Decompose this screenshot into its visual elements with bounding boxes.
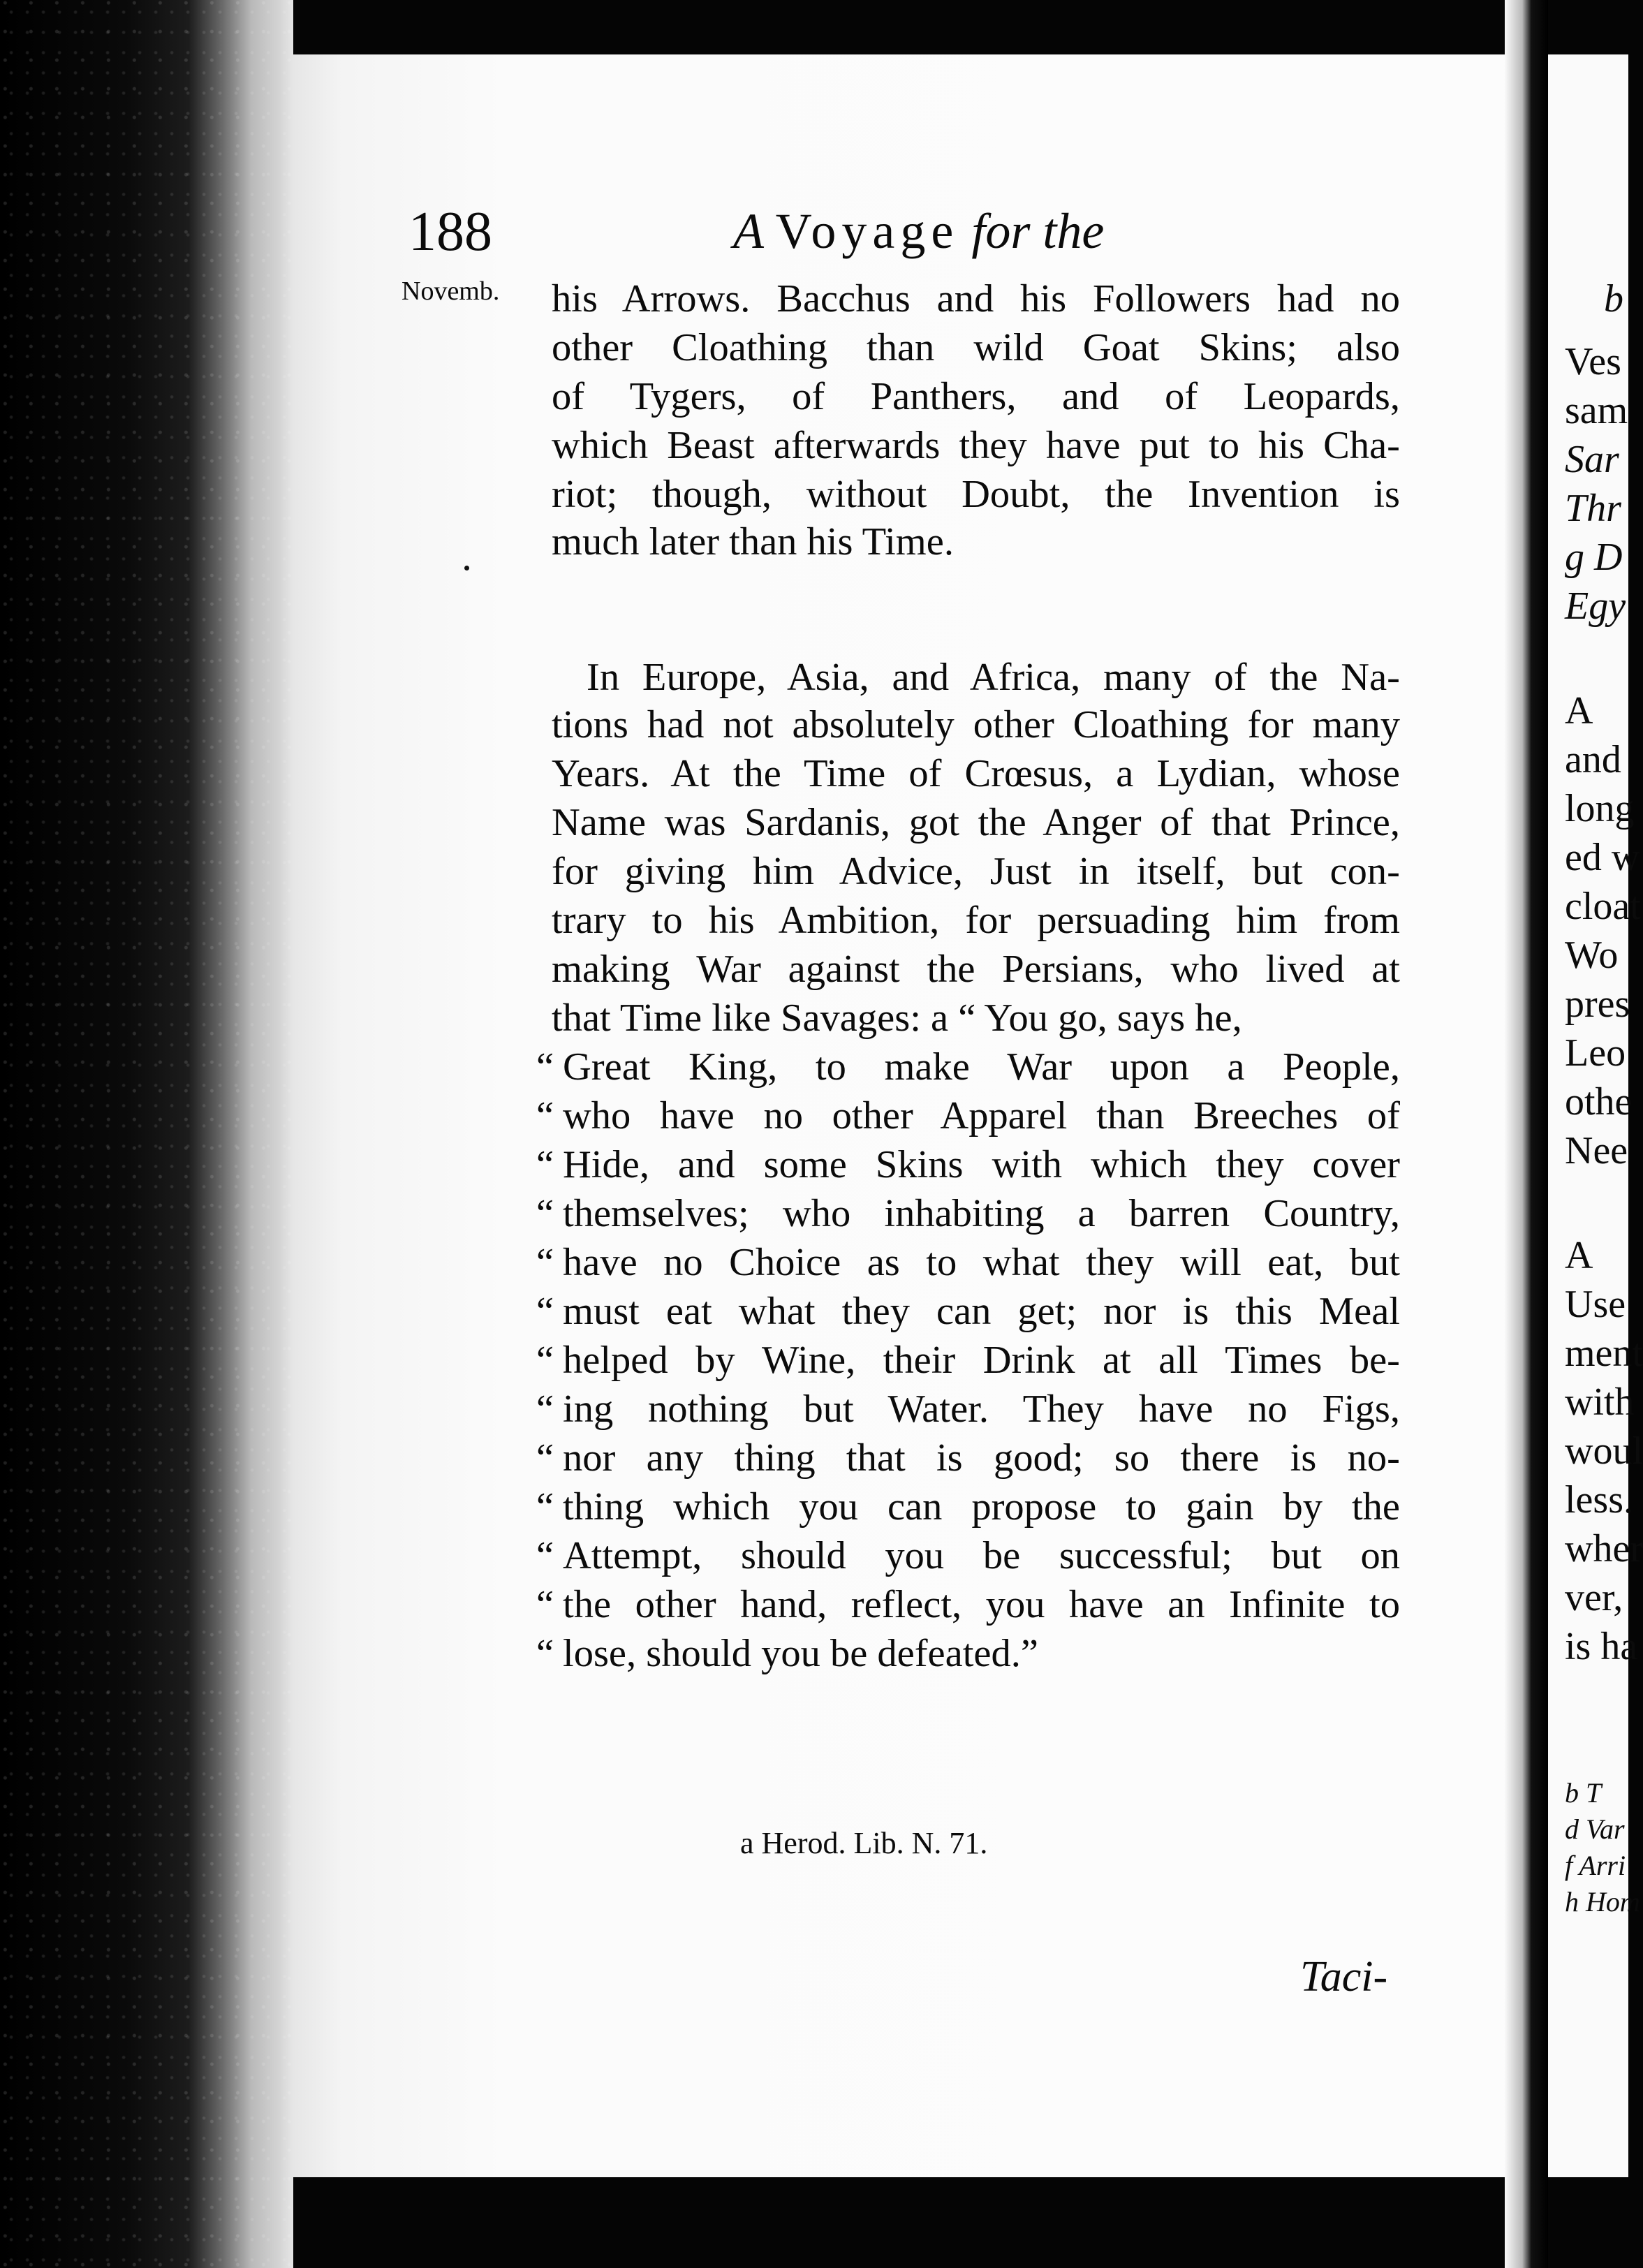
running-head-caps: Voyage xyxy=(775,203,959,259)
quoted-text: themselves; who inhabiting a barren Country, xyxy=(563,1192,1400,1235)
running-head-tail: for the xyxy=(971,203,1105,259)
quote-mark: “ xyxy=(536,1192,554,1235)
facing-page-text: with xyxy=(1565,1380,1635,1424)
facing-page-text: othe xyxy=(1565,1080,1633,1124)
footnote: a Herod. Lib. N. 71. xyxy=(740,1826,988,1860)
quoted-text: lose, should you be defeated.” xyxy=(563,1632,1038,1675)
facing-page-text: Egy xyxy=(1565,584,1626,628)
facing-page-fragment xyxy=(1548,54,1643,2177)
facing-page-text: Ves xyxy=(1565,340,1621,383)
quoted-text: Great King, to make War upon a People, xyxy=(563,1045,1400,1089)
quoted-text: who have no other Apparel than Breeches of xyxy=(563,1094,1400,1137)
text-line: riot; though, without Doubt, the Invention is xyxy=(552,473,1400,516)
facing-page-note: f Arri xyxy=(1565,1850,1626,1881)
quote-mark: “ xyxy=(536,1632,554,1675)
text-line xyxy=(536,1145,1400,1185)
page-gutter xyxy=(1505,0,1548,2268)
facing-page-text: woul xyxy=(1565,1429,1643,1473)
margin-note: Novemb. xyxy=(401,277,500,306)
facing-page-text: long xyxy=(1565,787,1635,830)
text-line xyxy=(536,1634,1400,1674)
text-line: other Cloathing than wild Goat Skins; also xyxy=(552,326,1400,369)
facing-page-text: A xyxy=(1565,1234,1593,1277)
facing-page-text: sam xyxy=(1565,389,1628,432)
quoted-text: must eat what they can get; nor is this Meal xyxy=(563,1290,1400,1333)
text-line xyxy=(536,1341,1400,1380)
text-line: In Europe, Asia, and Africa, many of the Na- xyxy=(587,656,1400,699)
text-line: his Arrows. Bacchus and his Followers had no xyxy=(552,277,1400,321)
quoted-text: the other hand, reflect, you have an Infinite to xyxy=(563,1583,1400,1626)
facing-page-text: Sar xyxy=(1565,438,1619,481)
facing-page-note: h Hom xyxy=(1565,1886,1640,1917)
facing-page-text: ed w xyxy=(1565,836,1640,879)
text-line: trary to his Ambition, for persuading him from xyxy=(552,899,1400,942)
quote-mark: “ xyxy=(536,1583,554,1626)
text-line xyxy=(536,1438,1400,1478)
facing-page-text: g D xyxy=(1565,536,1623,579)
facing-page-text: ver, xyxy=(1565,1576,1623,1619)
page-number: 188 xyxy=(408,201,492,263)
text-line xyxy=(536,1047,1400,1087)
facing-page-text: less. xyxy=(1565,1478,1633,1522)
text-line xyxy=(536,1536,1400,1576)
text-line xyxy=(536,1096,1400,1136)
quote-mark: “ xyxy=(536,1143,554,1186)
facing-page-text: b xyxy=(1604,277,1623,321)
quote-mark: “ xyxy=(536,1290,554,1333)
quote-mark: “ xyxy=(536,1387,554,1431)
text-line: Name was Sardanis, got the Anger of that Prince, xyxy=(552,801,1400,844)
text-line: of Tygers, of Panthers, and of Leopards, xyxy=(552,375,1400,418)
text-line: which Beast afterwards they have put to his Cha- xyxy=(552,424,1400,467)
quote-mark: “ xyxy=(536,1485,554,1529)
ink-speck xyxy=(464,566,469,570)
quoted-text: ing nothing but Water. They have no Figs, xyxy=(563,1387,1400,1431)
quoted-text: nor any thing that is good; so there is no- xyxy=(563,1436,1400,1480)
facing-page-text: wher xyxy=(1565,1527,1643,1570)
quoted-text: thing which you can propose to gain by the xyxy=(563,1485,1400,1529)
quoted-text: helped by Wine, their Drink at all Times be- xyxy=(563,1339,1400,1382)
facing-page-text: Use xyxy=(1565,1283,1626,1326)
quote-mark: “ xyxy=(536,1436,554,1480)
text-line xyxy=(536,1487,1400,1527)
facing-page-text: Wo xyxy=(1565,934,1619,977)
quote-mark: “ xyxy=(536,1045,554,1089)
facing-page-text: pres xyxy=(1565,982,1630,1026)
text-line: making War against the Persians, who lived at xyxy=(552,948,1400,991)
text-line: that Time like Savages: a “ You go, says he, xyxy=(552,996,1242,1040)
facing-page-text: ment xyxy=(1565,1332,1643,1375)
facing-page-text: cloat xyxy=(1565,885,1641,928)
quote-mark: “ xyxy=(536,1241,554,1284)
facing-page-text: Nee xyxy=(1565,1129,1628,1172)
quoted-text: Hide, and some Skins with which they cover xyxy=(563,1143,1400,1186)
quoted-text: Attempt, should you be successful; but on xyxy=(563,1534,1400,1577)
facing-page-text: Thr xyxy=(1565,487,1621,530)
facing-page-text: is ha xyxy=(1565,1625,1638,1668)
facing-page-note: d Var xyxy=(1565,1813,1625,1845)
quoted-text: have no Choice as to what they will eat, but xyxy=(563,1241,1400,1284)
running-head-article: A xyxy=(733,203,763,259)
text-line: for giving him Advice, Just in itself, but con- xyxy=(552,850,1400,893)
text-line xyxy=(536,1292,1400,1332)
facing-page-text: and xyxy=(1565,738,1621,781)
facing-page-note: b T xyxy=(1565,1777,1602,1809)
book-spine-shadow xyxy=(0,0,293,2268)
text-line xyxy=(536,1243,1400,1283)
facing-page-text: A xyxy=(1565,689,1593,732)
text-line: much later than his Time. xyxy=(552,520,954,564)
quote-mark: “ xyxy=(536,1534,554,1577)
text-line xyxy=(536,1585,1400,1625)
facing-page-text: Leo xyxy=(1565,1031,1626,1075)
quote-mark: “ xyxy=(536,1339,554,1382)
text-line xyxy=(536,1387,1400,1431)
text-line xyxy=(536,1194,1400,1234)
quote-mark: “ xyxy=(536,1094,554,1137)
running-head xyxy=(733,203,1105,259)
catchword: Taci- xyxy=(1300,1953,1388,2001)
text-line: tions had not absolutely other Cloathing for many xyxy=(552,703,1400,746)
text-line: Years. At the Time of Crœsus, a Lydian, whose xyxy=(552,752,1400,795)
